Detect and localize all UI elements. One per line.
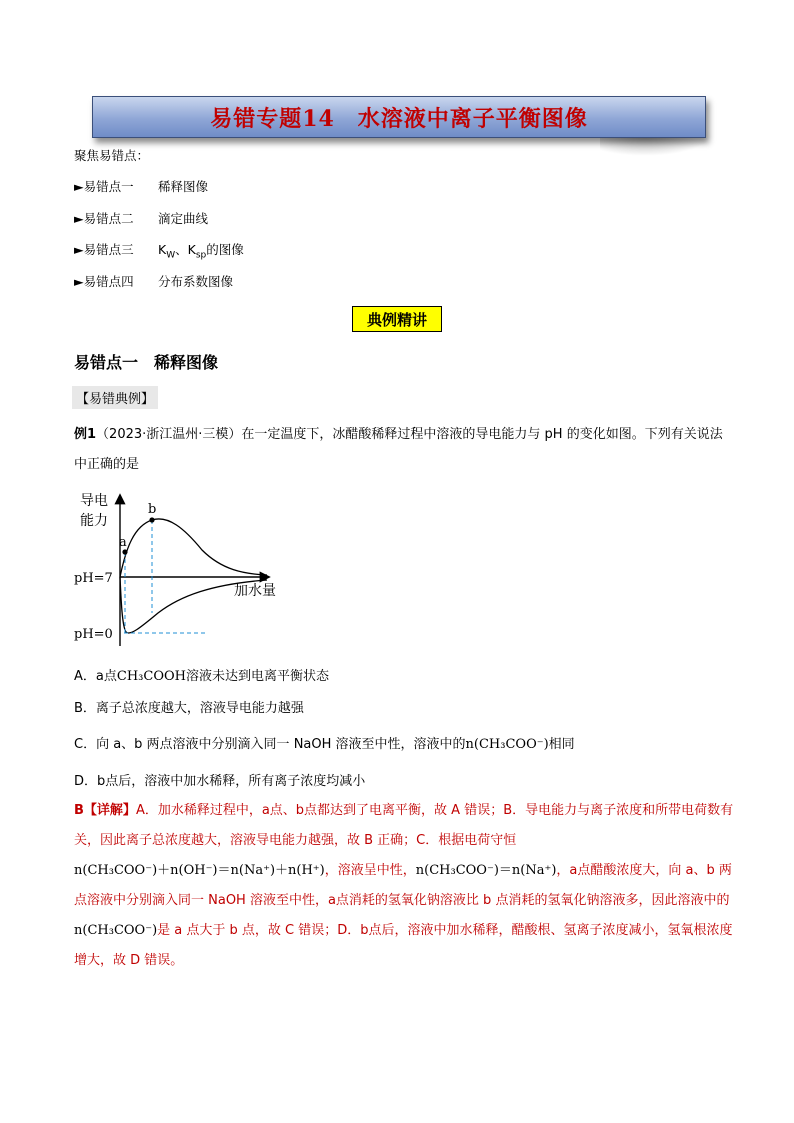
focus-item: [74, 240, 244, 261]
answer-key: B: [74, 803, 84, 818]
question-source: （2023·浙江温州·三模）: [96, 427, 242, 442]
section-badge: 典例精讲: [352, 306, 442, 332]
label-a: a: [119, 535, 127, 550]
section-title: 易错点一 稀释图像: [74, 353, 219, 372]
answer-tag: 【详解】: [83, 803, 136, 818]
focus-item-text: 滴定曲线: [158, 211, 209, 226]
equation-charge-balance: n(CH₃COO⁻)＋n(OH⁻)＝n(Na⁺)＋n(H⁺): [74, 863, 325, 878]
focus-heading: 聚焦易错点：: [74, 148, 150, 163]
option-d: D．b点后，溶液中加水稀释，所有离子浓度均减小: [74, 774, 366, 789]
example-tag: 【易错典例】: [72, 386, 158, 409]
focus-item-tag: ►易错点三: [74, 242, 134, 257]
focus-item-tag: ►易错点四: [74, 274, 134, 289]
page-title: 易错专题14 水溶液中离子平衡图像: [210, 105, 588, 132]
focus-item: [74, 272, 233, 290]
focus-item: [74, 177, 208, 195]
focus-item-text: 稀释图像: [158, 179, 209, 194]
point-b: [149, 517, 154, 522]
equation-acetate: n(CH₃COO⁻): [74, 923, 158, 938]
focus-item-text: 分布系数图像: [158, 274, 234, 289]
answer-explanation: B【详解】A．加水稀释过程中，a点、b点都达到了电离平衡，故 A 错误；B．导电能力与离子浓度和所带电荷数有关，因此离子总浓度越大，溶液导电能力越强，故 B 正确；C．根据电荷守恒 n(CH₃COO⁻)＋n(OH⁻)＝n(Na⁺)＋n(H⁺)，溶液呈中性，n(CH₃COO⁻)＝n(Na⁺)，a点醋酸浓度大，向 a、b 两点溶液中分别滴入同一 NaOH 溶液至中性，a点消耗的氢氧化钠溶液比 b 点消耗的氢氧化钠溶液多，因此溶液中的n(CH₃COO⁻)是 a 点大于 b 点，故 C 错误；D．b点后，溶液中加水稀释，醋酸根、氢离子浓度减小，氢氧根浓度增大，故 D 错误。: [74, 803, 734, 968]
label-b: b: [148, 502, 157, 517]
option-b: B．离子总浓度越大，溶液导电能力越强: [74, 701, 304, 716]
tick-ph7: pH=7: [74, 571, 113, 586]
x-label: 加水量: [234, 583, 276, 599]
option-a: A．a点CH₃COOH溶液未达到电离平衡状态: [74, 669, 329, 684]
conductivity-ph-chart: [72, 488, 298, 652]
y-label-line1: 导电: [80, 493, 108, 509]
focus-item-text: $K_W$、$K_{sp}$的图像: [158, 242, 244, 261]
conductivity-curve: [120, 519, 267, 577]
y-label-line2: 能力: [80, 513, 108, 529]
question-stem: 在一定温度下，冰醋酸稀释过程中溶液的导电能力与 pH 的变化如图。下列有关说法中正确的是: [74, 427, 723, 472]
focus-item-tag: ►易错点二: [74, 211, 134, 226]
title-banner: [92, 96, 706, 138]
focus-item-tag: ►易错点一: [74, 179, 134, 194]
question-label: 例1: [74, 427, 97, 442]
point-a: [122, 549, 127, 554]
equation-neutral: n(CH₃COO⁻)＝n(Na⁺): [415, 863, 557, 878]
option-c: C．向 a、b 两点溶液中分别滴入同一 NaOH 溶液至中性，溶液中的n(CH₃COO⁻)相同: [74, 737, 575, 752]
question-text: [74, 420, 734, 480]
tick-ph0: pH=0: [74, 627, 113, 642]
focus-item: [74, 209, 208, 227]
